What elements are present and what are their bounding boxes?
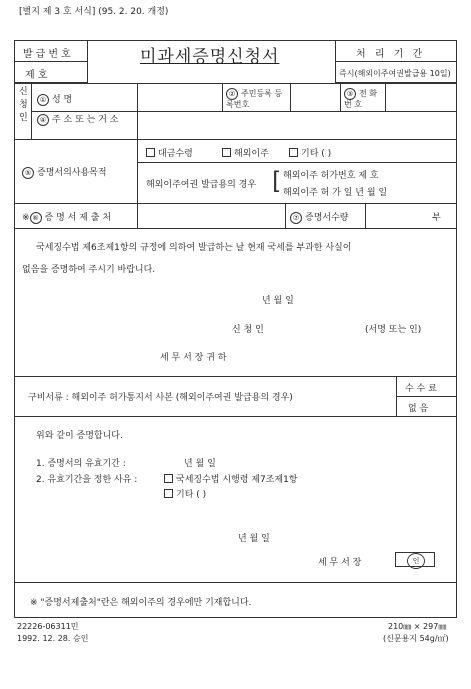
name-label-row <box>37 92 72 106</box>
certify-date: 년 월 일 <box>238 534 270 544</box>
paper-size: 210㎜ × 297㎜ <box>388 622 447 631</box>
circled-1: ① <box>37 94 49 106</box>
issue-no-label-cell <box>14 40 88 62</box>
seal-circle: 인 <box>407 553 425 569</box>
body-text-1: 국세징수법 제6조제1항의 규정에 의하여 발급하는 날 현재 국세를 부과한 사실이 <box>36 243 352 253</box>
emigration-passport-label: 해외이주여권 발급용의 경우 <box>146 180 257 190</box>
emigration-label: 해외이주 <box>234 149 269 159</box>
phone-label: 전 화 번 호 <box>344 89 377 109</box>
purpose-loan-option[interactable] <box>146 146 193 159</box>
application-date: 년 월 일 <box>262 296 294 306</box>
validity-value: 년 월 일 <box>184 459 216 469</box>
certify-text: 위와 같이 증명합니다. <box>36 431 123 441</box>
fee-value: 없 음 <box>408 404 429 414</box>
issue-no-value: 제 호 <box>25 70 48 81</box>
reason-2-label: 기타 ( ) <box>176 490 207 500</box>
page-title: 미과세증명신청서 <box>140 47 280 67</box>
applicant-label: 신청인 <box>19 87 28 123</box>
form-number: 22226-06311민 <box>17 622 79 631</box>
purpose-emigration-option[interactable] <box>222 146 269 159</box>
name-field[interactable] <box>140 86 220 108</box>
addressee: 세 무 서 장 귀 하 <box>160 353 227 363</box>
emigration-permit-date: 해외이주 허 가 일 년 월 일 <box>283 188 388 198</box>
circled-7: ⑦ <box>290 212 302 224</box>
paper-type: (신문용지 54g/㎡) <box>383 634 449 643</box>
copies-unit: 부 <box>432 213 441 223</box>
reason-2-checkbox[interactable] <box>164 489 173 498</box>
approval-date: 1992. 12. 28. 승인 <box>17 634 89 643</box>
fee-label: 수 수 료 <box>405 384 437 394</box>
purpose-other-option[interactable] <box>289 146 331 159</box>
sign-or-seal: (서명 또는 인) <box>365 325 422 335</box>
loan-checkbox[interactable] <box>146 148 155 157</box>
other-label: 기타 ( ) <box>301 149 332 159</box>
issue-no-label: 발급번호 <box>23 49 74 60</box>
loan-label: 대금수령 <box>158 149 193 159</box>
address-label-row <box>37 114 135 126</box>
purpose-label: 증명서의사용목적 <box>37 168 107 178</box>
submit-to-label-row: ※ ⑥ 증 명 서 제 출 처 <box>22 213 112 223</box>
seal-box <box>395 552 435 567</box>
circled-2: ② <box>226 88 238 100</box>
phone-field[interactable] <box>387 86 455 108</box>
applicant-sign-label: 신 청 인 <box>232 325 264 335</box>
reason-option-2[interactable] <box>164 487 206 500</box>
address-label: 주 소 또 는 거 소 <box>52 115 119 125</box>
reason-label: 2. 유효기간을 정한 사유 : <box>36 475 138 485</box>
tax-office-head: 세 무 서 장 <box>318 558 362 568</box>
processing-period-value: 즉시(해외이주여권발급용 10일) <box>339 69 451 78</box>
left-bracket: [ <box>272 167 282 195</box>
circled-5: ⑤ <box>22 167 34 179</box>
reason-1-checkbox[interactable] <box>164 474 173 483</box>
validity-label: 1. 증명서의 유효기간 : <box>36 459 126 469</box>
circled-6: ⑥ <box>30 212 42 224</box>
resident-no-label: 주민등록 등록번호 <box>226 89 283 109</box>
phone-label-row <box>344 88 384 110</box>
circled-4: ④ <box>37 114 49 126</box>
emigration-permit-no: 해외이주 허가번호 제 호 <box>283 171 379 181</box>
emigration-checkbox[interactable] <box>222 148 231 157</box>
issue-no-value-cell <box>14 61 88 83</box>
form-header: [별지 제 3 호 서식] (95. 2. 20. 개정) <box>19 7 169 17</box>
copies-label-row <box>290 210 348 224</box>
resident-no-label-row <box>226 88 288 110</box>
purpose-label-row <box>22 165 107 179</box>
copies-label: 증명서수량 <box>305 213 349 223</box>
resident-no-field[interactable] <box>292 86 338 108</box>
required-docs: 구비서류 : 해외이주 허가통지서 사본 (해외이주여권 발급용의 경우) <box>28 393 293 403</box>
submit-to-field[interactable] <box>140 206 282 225</box>
processing-value-cell <box>335 61 457 83</box>
reason-option-1[interactable] <box>164 472 298 485</box>
other-checkbox[interactable] <box>289 148 298 157</box>
processing-label-cell <box>335 40 457 62</box>
address-field[interactable] <box>140 114 454 136</box>
circled-3: ③ <box>344 88 356 100</box>
footnote: ※ "증명서제출처"란은 해외이주의 경우에만 기재합니다. <box>30 598 252 608</box>
processing-period-label: 처 리 기 간 <box>356 49 426 60</box>
reason-1-label: 국세징수법 시행령 제7조제1항 <box>176 475 298 485</box>
body-text-2: 없음을 증명하여 주시기 바랍니다. <box>22 265 156 275</box>
name-label: 성 명 <box>52 95 73 105</box>
submit-to-label: 증 명 서 제 출 처 <box>44 213 112 223</box>
